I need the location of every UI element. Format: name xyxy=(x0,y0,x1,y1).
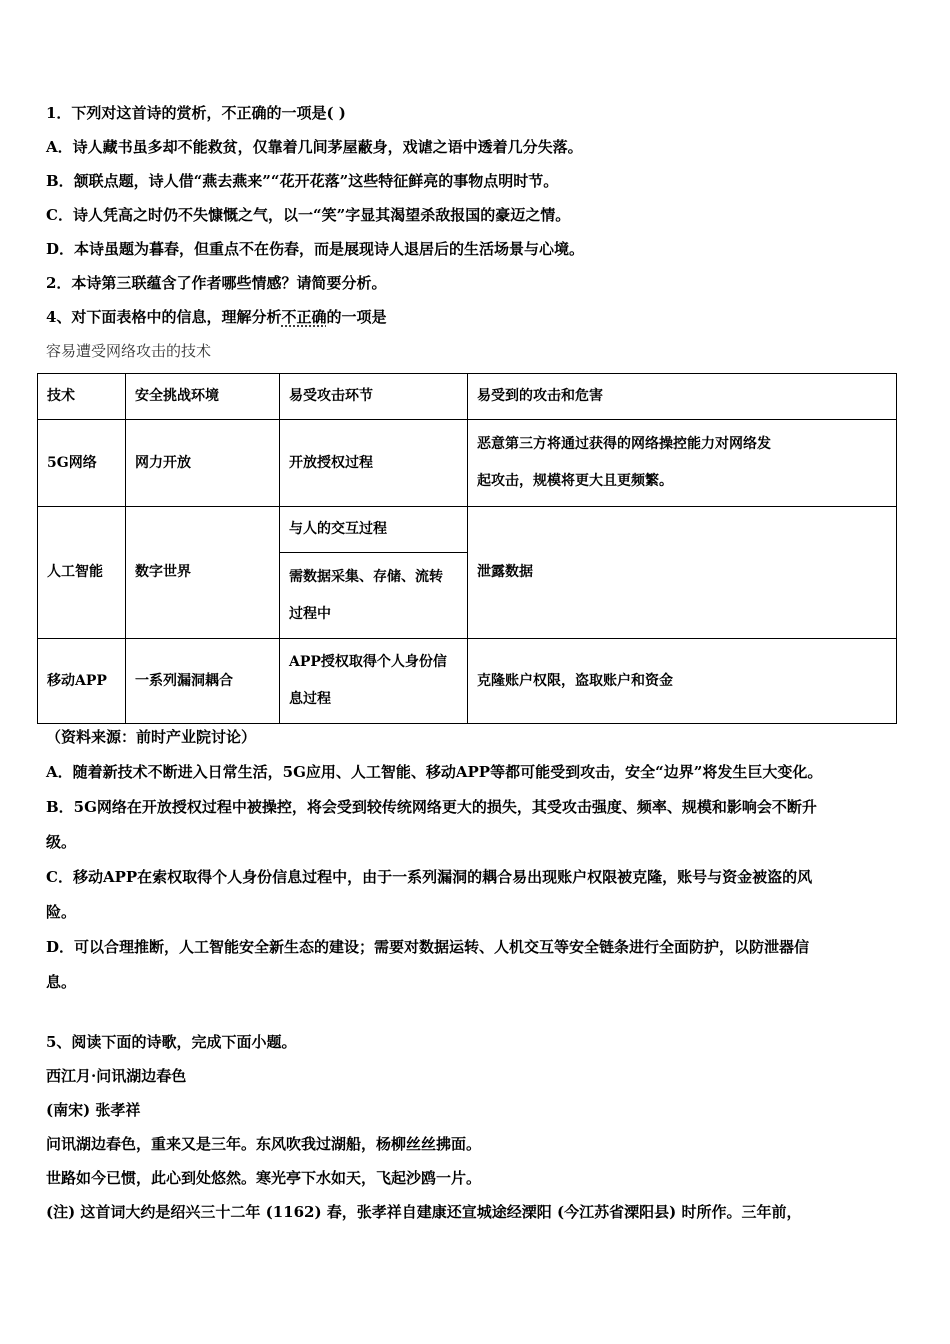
table-cell: 开放授权过程 xyxy=(280,420,468,507)
poem-note: (注) 这首词大约是绍兴三十二年 (1162) 春，张孝祥自建康还宣城途经溧阳 (今江苏省溧阳县) 时所作。三年前， xyxy=(46,1203,802,1221)
q4-option-a: A．随着新技术不断进入日常生活，5G应用、人工智能、移动APP等都可能受到攻击，安全“边界”将发生巨大变化。 xyxy=(46,763,823,781)
header-cell: 易受到的攻击和危害 xyxy=(468,374,897,420)
table-cell: 克隆账户权限，盗取账户和资金 xyxy=(468,639,897,724)
cell-line: 息过程 xyxy=(289,691,331,707)
q4-option-b-line2: 级。 xyxy=(46,833,77,851)
cell-line: APP授权取得个人身份信 xyxy=(289,654,447,670)
table-source: （资料来源：前时产业院讨论） xyxy=(46,728,257,746)
table-cell: 泄露数据 xyxy=(468,507,897,639)
q1-option-a: A．诗人藏书虽多却不能救贫，仅靠着几间茅屋蔽身，戏谑之语中透着几分失落。 xyxy=(46,138,583,156)
poem-title: 西江月·问讯湖边春色 xyxy=(46,1067,187,1085)
cell-line: 恶意第三方将通过获得的网络操控能力对网络发 xyxy=(477,436,771,452)
table-cell: 移动APP xyxy=(38,639,126,724)
q1-option-b: B．颔联点题，诗人借“燕去燕来”“花开花落”这些特征鲜亮的事物点明时节。 xyxy=(46,172,559,190)
cell-line: 需数据采集、存储、流转 xyxy=(289,568,443,585)
info-table xyxy=(37,373,897,724)
table-row xyxy=(38,507,897,553)
table-cell: 数字世界 xyxy=(126,507,280,639)
q2-stem: 2．本诗第三联蕴含了作者哪些情感？请简要分析。 xyxy=(46,274,387,292)
q4-option-b-line1: B．5G网络在开放授权过程中被操控，将会受到较传统网络更大的损失，其受攻击强度、频率、规模和影响会不断升 xyxy=(46,798,817,816)
table-caption: 容易遭受网络攻击的技术 xyxy=(46,342,212,360)
poem-line-2: 世路如今已惯，此心到处悠然。寒光亭下水如天，飞起沙鸥一片。 xyxy=(46,1169,482,1187)
q4-option-d-line1: D．可以合理推断，人工智能安全新生态的建设；需要对数据运转、人机交互等安全链条进行全面防护，以防泄器信 xyxy=(46,938,810,956)
poem-author: (南宋) 张孝祥 xyxy=(46,1101,141,1119)
table-cell xyxy=(280,553,468,639)
table-cell: 与人的交互过程 xyxy=(280,507,468,553)
q4-stem-part1: 4、对下面表格中的信息，理解分析 xyxy=(46,308,282,326)
table-header-row xyxy=(38,374,897,420)
q1-option-d: D．本诗虽题为暮春，但重点不在伤春，而是展现诗人退居后的生活场景与心境。 xyxy=(46,240,585,258)
q1-option-c: C．诗人凭高之时仍不失慷慨之气，以一“笑”字显其渴望杀敌报国的豪迈之情。 xyxy=(46,206,571,224)
q1-stem: 1．下列对这首诗的赏析，不正确的一项是( ) xyxy=(46,104,346,122)
table-row xyxy=(38,420,897,507)
header-cell: 技术 xyxy=(38,374,126,420)
q4-option-c-line2: 险。 xyxy=(46,903,77,921)
q4-stem xyxy=(46,307,386,327)
cell-line: 起攻击，规模将更大且更频繁。 xyxy=(477,473,673,489)
q5-stem: 5、阅读下面的诗歌，完成下面小题。 xyxy=(46,1033,297,1051)
table-cell: 网力开放 xyxy=(126,420,280,507)
q4-stem-part2: 的一项是 xyxy=(326,308,387,326)
q4-option-d-line2: 息。 xyxy=(46,973,77,991)
q4-stem-emphasis: 不正确 xyxy=(281,308,327,326)
poem-line-1: 问讯湖边春色，重来又是三年。东风吹我过湖船，杨柳丝丝拂面。 xyxy=(46,1135,482,1153)
table-row xyxy=(38,639,897,724)
table-cell: 一系列漏洞耦合 xyxy=(126,639,280,724)
table-cell xyxy=(280,639,468,724)
header-cell: 易受攻击环节 xyxy=(280,374,468,420)
header-cell: 安全挑战环境 xyxy=(126,374,280,420)
cell-line: 过程中 xyxy=(289,605,331,622)
table-cell: 人工智能 xyxy=(38,507,126,639)
q4-option-c-line1: C．移动APP在索权取得个人身份信息过程中，由于一系列漏洞的耦合易出现账户权限被克隆，账号与资金被盗的风 xyxy=(46,868,813,886)
table-cell: 5G网络 xyxy=(38,420,126,507)
table-cell xyxy=(468,420,897,507)
